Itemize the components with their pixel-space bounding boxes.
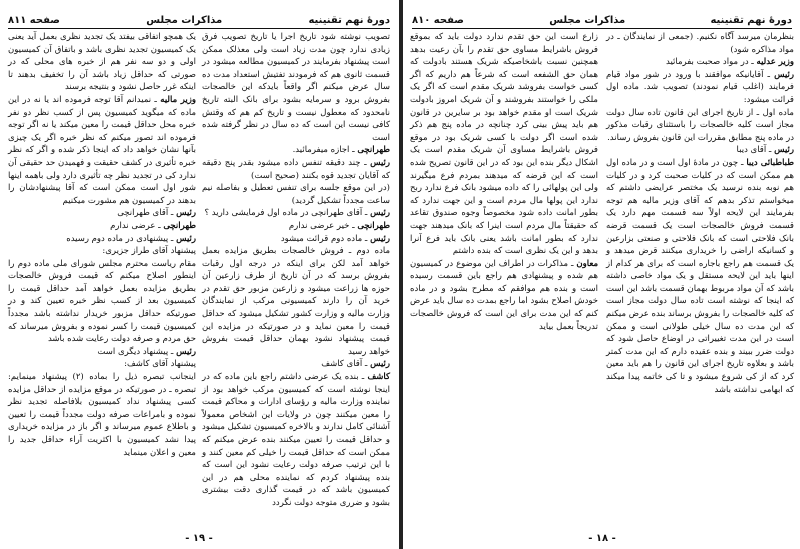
paragraph-text: ـ چند دقیقه تنفس داده میشود بقدر پنج دقیقه که آقایان تجدید قوه بکنند (صحیح است)	[202, 157, 390, 181]
paragraph	[202, 157, 390, 182]
speaker-name: وزیر عدلیه	[756, 57, 794, 68]
session-label: دورهٔ نهم تقنینیه	[710, 15, 792, 26]
paragraph-text: زارع است این حق تقدم ندارد دولت باید که بموقع فروش باشرایط مساوی حق تقدم را بآن رعیت بدهد همچنین نسبت باشخاصیکه شریک هستند بادولت که همان حق الشفعه است که شرعاً هم داریم که اگر کسی خواست بفروشد شریک مقدم است که اگر یک ملکی را خواستند بفروشند و آن شریک امروز بادولت شریک است او مقدم خواهد بود بر سایرین در قانون هم باید پیش بینی کرد چنانچه در ماده پنج هم ذکر شده است اگر دولت با کسی شریک بود در موقع فروش باشرایط مساوی آن شریک مقدم است یک اشکال دیگر بنده این بود که در این قانون تصریح شده است که این قرضه که میدهند بمردم فرع میگیرند ولی این پولهائی را که داده میشود بانک فرع ندارد ربح ندارد این پولها مال مردم است و این جهت ندارد که بطور امانت داده شود مخصوصاً وجوه صندوق تقاعد که حقیقتاً مال مردم است اینرا که بانک میدهند جهت ندارد که بطور امانت باشد یعنی بانک باید فرع آنرا بدهد و این یک نظری است که بنده داشتم	[410, 32, 598, 257]
paragraph-text: ـ پیشنهاد دیگری است	[97, 346, 174, 357]
speaker-name: رئیس	[370, 208, 390, 219]
paragraph-text: ـ در مواد صحبت بفرمائید	[666, 57, 754, 68]
session-label: دورهٔ نهم تقنینیه	[308, 15, 390, 26]
paragraph-text: اینجانب تبصره ذیل را بماده (۲) پیشنهاد مینمایم: تبصره ـ در صورتیکه در موقع مزایده از حداقل مزایده کسی پیشنهاد نداد کمیسیون بلافاصله تجدید نظر نموده و بامراعات صرفه دولت مجدداً قیمت را تعیین و باطلاع عموم میرساند و اگر باز در مزایده خریداری پیدا نشد کمیسیون با اکثریت آراء حداقل جدید را معین و اعلان مینماید	[8, 372, 197, 458]
speaker-name: طهرانچی	[357, 145, 390, 156]
page-footer-number: - ۱۹ -	[185, 533, 213, 544]
paragraph	[606, 69, 794, 107]
page-number: صفحه ۸۱۱	[8, 15, 60, 26]
paragraph	[202, 371, 390, 510]
paragraph-text: پیشنهاد آقای کاشف:	[124, 359, 196, 370]
speaker-name: رئیس	[370, 359, 390, 370]
right-page	[404, 0, 800, 549]
paragraph-text: ـ آقای طهرانچی در ماده اول فرمایشی دارید ؟	[204, 208, 368, 219]
speaker-name: معاون	[576, 258, 599, 269]
book-spine	[399, 0, 403, 549]
speaker-name: رئیس	[370, 233, 390, 244]
paragraph	[606, 56, 794, 69]
paragraph-text: ـ عرضی ندارم	[110, 220, 161, 231]
text-column-right	[202, 31, 390, 510]
speaker-name: رئیس	[370, 157, 391, 168]
speaker-name: رئیس	[176, 208, 196, 219]
text-column-right	[606, 31, 794, 396]
paragraph	[202, 245, 390, 358]
running-title: مذاکرات مجلس	[146, 15, 223, 26]
speaker-name: طباطبائی دیبا	[746, 157, 794, 168]
speaker-name: وزیر مالیه	[160, 94, 196, 105]
speaker-name: طهرانچی	[357, 220, 390, 231]
paragraph	[606, 144, 794, 157]
paragraph-text: ـ نمیدانم آقا توجه فرموده اند یا نه در این ماده که میگوید کمیسیون پس از کسب نظر دو نفر خبره محل حداقل قیمت را معین میکند یا نه اگر توجه فرموده اند تصور میکنم که نظر خبره اگر یک چیزی بآنها نشان خواهد داد که اینجا ذکر شده و اگر که نظر خبره تأثیری در کشف حقیقت و فهمیدن حد حقیقی آن ندارد کی در تجدید نظر چه تأثیری دارد ولی باهمه اینها شور اول است ممکن است که آقا پیشنهادشان را بدهند در کمیسیون هم مشورت میکنیم	[8, 94, 196, 206]
paragraph-text: بنظرمان میرسد آگاه نکنیم. (جمعی از نمایندگان ـ در مواد مذاکره شود)	[606, 32, 794, 55]
speaker-name: رئیس	[774, 145, 794, 156]
page-header	[412, 10, 792, 29]
paragraph	[606, 107, 794, 145]
paragraph-text: مقام ریاست محترم مجلس شورای ملی ماده دوم را اینطور اصلاح میکنم که قیمت فروش خالصجات بطریق مزایده بعمل خواهد آمد حداقل قیمت را کمیسیون بعد از کسب نظر خبره تعیین کند و در صورتیکه حداقل مزبور خریدار نداشته باشد مجدداً کمیسیون قیمت را کسر نموده و بفروش میرساند که حق مردم و صرفه دولت رعایت شده باشد	[8, 258, 196, 345]
paragraph	[8, 245, 196, 258]
page-header	[8, 10, 390, 29]
paragraph	[202, 182, 390, 207]
paragraph-text: ـ چون در مادهٔ اول است و در ماده اول هم ممکن است که در کلیات صحبت کرد و در کلیات هم نوبه بنده نرسید یک مختصر عرایضی داشتم که میخواستم تذکر بدهم که آقای وزیر مالیه هم توجه بفرمایند این لایحه اولاً سه قسمت مهم دارد یک قسمت فروش خالصجات است یک قسمت قرضه بانک فلاحتی است که بانک فلاحتی و صنعتی بزارعین و کسانیکه اراضی را خریداری میکنند قرض میدهد و یک قسمت هم راجع باجاره است که برای هر کدام از اینها باید این لایحه مستقل و یک مواد خاصی داشته باشد که آن مواد مربوط بهمان قسمت باشد این است که اینجا که نوشته است تاده سال دولت مجاز است که کلیه خالصجات را بفروش برساند بنده عرض میکنم که این مدت ده سال خیلی طولانی است و ممکن است در این مدت تغییراتی در اوضاع حاصل شود که دولت ضرر ببیند و بنده عقیده دارم که این مدت کمتر باشد و بعلاوه تاریخ اجرای این قانون را هم باید معین کرد که از کی شروع میشود و تا کی خاتمه پیدا میکند که ابهامی نداشته باشد	[606, 157, 794, 395]
text-column-left	[8, 31, 196, 459]
paragraph-text: ـ اجازه میفرمائید.	[292, 145, 355, 156]
paragraph-text: ـ ماده دوم قرائت میشود	[280, 233, 368, 244]
paragraph	[8, 220, 196, 233]
paragraph	[606, 31, 794, 56]
paragraph-text: ـ بنده یک عرضی داشتم راجع باین ماده که در اینجا نوشته است که کمیسیون مرکب خواهد بود از نماینده وزارت مالیه و رؤسای ادارات و محاکم قیمت را معین میکنند چون در ولایات این اشخاص معمولاً آشنائی کامل ندارند و بالاخره کمیسیون تشکیل میشود و حداقل قیمت را تعیین میکنند بنده عرض میکنم که ممکن است که حداقل قیمت را خیلی کم معین کنند و با این ترتیب صرفه دولت رعایت نشود این است که بنده پیشنهاد کردم که نماینده محلی هم در این کمیسیون باشد که در قیمت گذاری دقت بیشتری بشود و ضرری متوجه دولت نگردد	[202, 372, 390, 508]
speaker-name: طهرانچی	[163, 220, 196, 231]
paragraph	[8, 233, 196, 246]
paragraph	[8, 358, 196, 371]
paragraph-text: ماده اول ـ از تاریخ اجرای این قانون تاده سال دولت مجاز است کلیه خالصجات را باستثنای رقبات مذکور در ماده پنج مطابق مقررات این قانون بفروش رساند.	[606, 107, 794, 143]
paragraph	[8, 31, 196, 94]
page-footer-number: - ۱۸ -	[588, 533, 616, 544]
paragraph-text: ـ خیر عرضی ندارم	[288, 220, 355, 231]
left-page	[0, 0, 398, 549]
paragraph-text: ـ آقایانیکه موافقند با ورود در شور مواد قیام فرمایند (اغلب قیام نمودند) تصویب شد. ماده اول قرائت میشود:	[606, 69, 794, 105]
speaker-name: رئیس	[176, 233, 196, 244]
paragraph	[202, 207, 390, 220]
paragraph-text: ـ آقای طهرانچی	[117, 208, 174, 219]
paragraph-text: تصویب نوشته شود تاریخ اجرا یا تاریخ تصویب فرق زیادی ندارد چون مدت زیاد است ولی معذلک ممکن است پیشنهاد بفرمایند در کمیسیون مطالعه میشود در قسمت ثانوی هم که فرمودند تفتیش استعداد مدت ده سال عرض میکنم اگر واقعاً بایدکه این خالصجات بفروش برود و سرمایه بشود برای بانک البته تاریخ نامحدود که معطول نیست و تاریخ کم هم که وقتش کافی نیست این است که ده سال در نظر گرفته شده است	[202, 32, 390, 143]
speaker-name: کاشف	[367, 372, 391, 383]
paragraph	[202, 220, 390, 233]
paragraph	[8, 346, 196, 359]
paragraph-text: یک همچو اتفاقی بیفتد یک تجدید نظری بعمل آید یعنی یک کمیسیون تجدید نظری باشد و باتفاق آن کمیسیون اولی و دو سه نفر هم از خبره های محلی که در صورتی که حداقل زیاد باشد آن را تخفیف بدهند تا اینکه غرر حاصل نشود و بنتیجه برسند	[8, 32, 196, 93]
running-title: مذاکرات مجلس	[549, 15, 626, 26]
text-column-left	[410, 31, 598, 333]
paragraph-text: ـ آقای کاشف	[321, 359, 368, 370]
paragraph-text: (در این موقع جلسه برای تنفس تعطیل و بفاصله نیم ساعت مجدداً تشکیل گردید)	[202, 183, 390, 206]
paragraph-text: ـ پیشنهادی در ماده دوم رسیده	[66, 233, 174, 244]
paragraph	[202, 233, 390, 246]
paragraph	[202, 144, 390, 157]
paragraph	[606, 157, 794, 396]
paragraph-text: پیشنهاد آقای طراز جزیری:	[102, 246, 196, 257]
paragraph	[202, 358, 390, 371]
paragraph-text: ماده دوم ـ فروش خالصجات بطریق مزایده بعمل خواهد آمد لکن برای اینکه در درجه اول رقبات بفروش برسد که در آن تاریخ از طرف زارعین آن حوزه ها زراعت میشود و زارعین مزبور حق تقدم در خرید آن را دارند کمیسیونی مرکب از نمایندگان وزارت مالیه و وزارت کشور تشکیل میشود که حداقل قیمت را معین نماید و در صورتیکه در مزایده این قیمت پیشنهاد نشود بهمان حداقل قیمت بفروش خواهد رسید	[202, 246, 390, 357]
page-number: صفحه ۸۱۰	[412, 15, 464, 26]
paragraph-text: ـ مذاکرات در اطراف این موضوع در کمیسیون هم شده و پیشنهادی هم راجع باین قسمت رسیده است و بنده هم موافقم که مطرح بشود و در ماده خودش اصلاح بشود اما راجع بمدت ده سال باید عرض کنم که این مدت برای این است که فروش خالصجات تدریجاً بعمل بیاید	[410, 258, 598, 332]
paragraph	[8, 371, 196, 459]
speaker-name: رئیس	[176, 346, 196, 357]
paragraph	[202, 31, 390, 144]
speaker-name: رئیس	[774, 69, 794, 80]
paragraph	[8, 207, 196, 220]
paragraph	[8, 94, 196, 207]
paragraph	[8, 258, 196, 346]
paragraph	[410, 31, 598, 258]
paragraph-text: ـ آقای دیبا	[736, 145, 772, 156]
paragraph	[410, 258, 598, 334]
